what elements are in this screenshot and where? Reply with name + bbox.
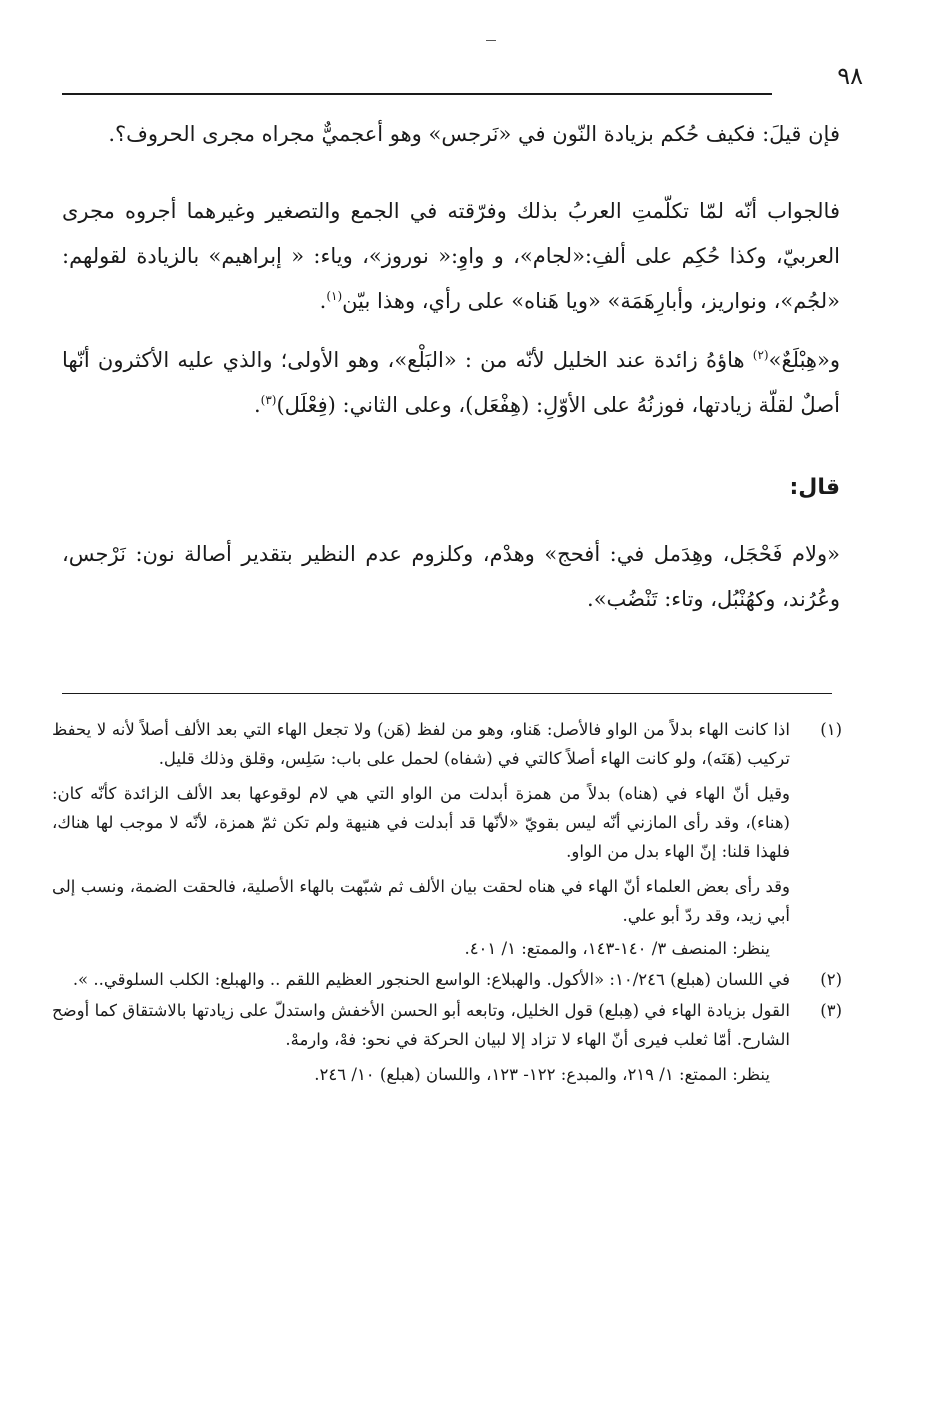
footnote-2 [52,965,842,994]
qal-heading: قال: [789,475,840,500]
footnote-ref-1: (١) [326,289,343,303]
footnote-3 [52,996,842,1089]
stray-mark [486,40,496,41]
habla-text: هاؤهُ زائدة عند الخليل لأنّه من : «البَلْع»، وهو الأولى؛ والذي عليه الأكثرون أنّها أصلٌ لقلّة زيادتها، فوزنُهُ على الأوّلِ: (هِفْعَل)، وعلى الثاني: (فِعْلَل) [62,348,840,417]
footnote-number: (٢) [820,970,842,989]
answer-text: فالجواب أنّه لمّا تكلّمتِ العربُ بذلك وفرّقته في الجمع والتصغير وغيرهما أجروه مجرى العربيّ، وكذا حُكِم على ألفِ:«لجام»، و واوِ:« نوروز»، وياء: « إبراهيم» بالزيادة لقولهم: «لجُم»، ونواريز، وأبارِهَمَة» «ويا هَناه» على رأي، وهذا بيّن [62,199,840,313]
footnote-ref-3: (٣) [260,393,277,407]
habla-word: و«هِبْلَعٌ» [768,348,840,372]
footnote-reference: ينظر: المنصف ٣/ ١٤٠-١٤٣، والممتع: ١/ ٤٠١. [464,939,770,958]
question-paragraph: فإن قيلَ: فكيف حُكم بزيادة النّون في «نَرجس» وهو أعجميٌّ مجراه مجرى الحروف؟. [108,122,840,146]
footnote-paragraph: اذا كانت الهاء بدلاً من الواو فالأصل: هَناو، وهو من لفظ (هَن) ولا تجعل الهاء التي بعد الألف أصلاً لأنه لا يحفظ تركيب (هَنَه)، ولو كانت الهاء أصلاً كالتي في (شفاه) لحمل على باب: سَلِس، وقلق وذلك قليل. [52,720,790,768]
footnote-paragraph: القول بزيادة الهاء في (هِبلع) قول الخليل، وتابعه أبو الحسن الأخفش واستدلّ على زيادتها بالاشتقاق كما أوضح الشارح. أمّا ثعلب فيرى أنّ الهاء لا تزاد إلا لبيان الحركة في نحو: فهْ، وارمهْ. [52,1001,790,1049]
header-rule [62,93,772,95]
footnote-ref-2: (٢) [752,348,769,362]
footnote-paragraph: وقيل أنّ الهاء في (هناه) بدلاً من همزة أبدلت من الواو التي هي لام لوقوعها بعد الألف الزائدة كأنّه كان: (هناء)، وقد رأى المازني أنّه ليس بقويّ «لأنّها قد أبدلت في هنيهة ولم تكن ثمّ همزة، لأنّه لا موجب لها هناك، فلهذا قلنا: إنّ الهاء بدل من الواو. [52,784,790,861]
footnote-paragraph: في اللسان (هبلع) ١٠/٢٤٦: «الأكول. والهبلاع: الواسع الحنجور العظيم اللقم .. والهبلع: الكلب السلوقي.. ». [72,970,790,989]
page-number: ٩٨ [837,62,863,90]
answer-paragraph: فالجواب أنّه لمّا تكلّمتِ العربُ بذلك وفرّقته في الجمع والتصغير وغيرهما أجروه مجرى العربيّ، وكذا حُكِم على ألفِ:«لجام»، و واوِ:« نوروز»، وياء: « إبراهيم» بالزيادة لقولهم: «لجُم»، ونواريز، وأبارِهَمَة» «ويا هَناه» على رأي، وهذا بيّن$^{(١)}$. [62,199,840,313]
footnote-reference: ينظر: الممتع: ١/ ٢١٩، والمبدع: ١٢٢- ١٢٣، واللسان (هبلع) ١٠/ ٢٤٦. [314,1065,770,1084]
quote-paragraph: «ولام فَحْجَل، وهِدَمل في: أفحج» وهدْم، وكلزوم عدم النظير بتقدير أصالة نون: نَرْجس، وعُرُند، وكهُنْبُل، وتاء: تَنْضُب». [62,542,840,611]
footnote-number: (١) [820,720,842,739]
footnote-1 [52,715,842,963]
main-text [62,112,840,622]
habla-end: . [253,393,261,417]
footnote-paragraph: وقد رأى بعض العلماء أنّ الهاء في هناه لحقت بيان الألف ثم شبّهت بالهاء الأصلية، فالحقت الضمة، ونسب إلى أبي زيد، وقد ردّ أبو علي. [52,877,790,925]
footnote-number: (٣) [820,1001,842,1020]
footnotes [52,715,842,1091]
habla-paragraph [62,338,840,428]
footnote-rule [62,693,832,694]
